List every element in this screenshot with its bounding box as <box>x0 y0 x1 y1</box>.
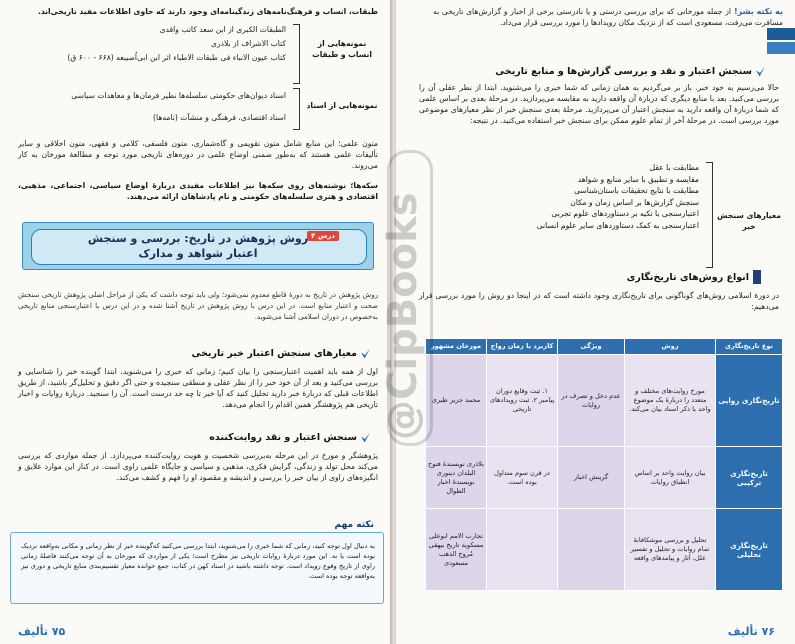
heading-icon <box>753 270 761 284</box>
group2-item: اسناد دیوان‌های حکومتی سلسله‌ها نظیر فرمان‌ها و معاهدات سیاسی <box>71 91 286 100</box>
narrator-paragraph: پژوهشگر و مورخ در این مرحله به‌بررسی شخصیت و هویت روایت‌کننده می‌پردازد. از جمله مواردی که بررسی می‌کند محل تولد و زندگی، گرایش فکری، مذهبی و سیاسی و جایگاه علمی راوی است. در کنار این موارد علایق و انگیزه‌های راوی از بیان خبر را بررسی و اندیشه و مقصود او را فهم و کشف می‌کند. <box>18 451 378 482</box>
heading-text: معیارهای سنجش اعتبار خبر تاریخی <box>191 348 357 359</box>
left-page <box>0 0 392 644</box>
group1-label: نمونه‌هایی از انساب و طبقات <box>312 39 372 59</box>
criteria-item: اعتبارسنجی به کمک دستاوردهای سایر علوم انسانی <box>536 220 699 230</box>
table-cell: محمد جریر طبری <box>426 355 487 447</box>
criteria-item: مقایسه و تطبیق با سایر منابع و شواهد <box>577 174 699 184</box>
table-cell: تاریخ‌نگاری روایی <box>716 355 783 447</box>
table-cell: بیان روایت واحد بر اساس انطباق روایات <box>625 447 716 509</box>
document-examples <box>13 86 378 132</box>
group1-item: کتاب الاشراف از بلاذری <box>211 39 286 48</box>
note-box <box>10 532 384 604</box>
note-text: به دنبال اول توجه کنید، زمانی که شما خبری را می‌شنوید، ابتدا بررسی می‌کنید که‌گوینده خبر از نظر زمانی و مکانی به‌واقعه نزدیک بوده است یا نه. این مورد دربارهٔ روایات تاریخی نیز مطرح است؛ یکی از مواردی که مورخان به آن توجه می‌کنند فاصلهٔ زمانی راوی از تاریخ وقوع رویداد است. توجه داشته باشید در اسناد کهن در کتاب، جمع خوانده معیار تقسیم‌بندی منابع تاریخی و دوری نیز به‌واقعه توجه بوده است. <box>21 542 375 580</box>
watermark: @CipBooks <box>380 192 426 440</box>
sources-paragraph: حالا می‌رسیم به خود خبر. باز بر می‌گردیم به همان زمانی که شما خبری را می‌شنوید. ابتدا از نظر عقلی آن را بررسی می‌کنید. بعد با منابع دیگری که دربارهٔ آن واقعه دارید به مقایسه می‌پردازید. در مرحلهٔ بعدی بر اساس علمی که شما دربارهٔ آن واقعه دارید به سنجش اعتبار آن می‌پردازید. مرحلهٔ بعدی سنجش خبر از نظر معیارهای موضوعی مورد بررسی است. در مرحلهٔ آخر از تمام علوم ممکن برای سنجش خبر استفاده می‌کنید. در نتیجه: <box>419 83 779 125</box>
table-header: مورخان مشهور <box>426 339 487 355</box>
lesson-intro: روش پژوهش در تاریخ به دورهٔ قاطع معدوم نمی‌شود؛ ولی باید توجه داشت که یکی از مراحل اصلی پژوهش تاریخی سنجش صحت و اعتبار منابع است. در این درس با روش پژوهش در تاریخ آشنا شده و در این درس با اعتبارسنجی منابع تاریخی به‌خصوص در دوران اسلامی آشنا می‌شوید. <box>18 291 378 321</box>
table-cell: تاریخ‌نگاری تحلیلی <box>716 509 783 591</box>
table-row <box>426 447 783 509</box>
table-row <box>426 355 783 447</box>
note-label: به نکته بشر! <box>734 7 783 16</box>
table-header-row <box>426 339 783 355</box>
criteria-item: مطابقت با نتایج تحقیقات باستان‌شناسی <box>574 186 699 195</box>
lesson-badge: درس ۴ <box>307 231 339 241</box>
table-header: نوع تاریخ‌نگاری <box>716 339 783 355</box>
group2-label: نمونه‌هایی از اسناد <box>306 101 378 110</box>
top-line: طبقات، انساب و فرهنگ‌نامه‌های زندگینامه‌ای وجود دارند که حاوی اطلاعات مفید تاریخی‌اند. <box>37 7 378 16</box>
bracket-line <box>293 88 300 130</box>
coins-paragraph: سکه‌ها؛ نوشته‌های روی سکه‌ها نیز اطلاعات مفیدی دربارهٔ اوضاع سیاسی، اجتماعی، مذهبی، اقتصادی و هنری سلسله‌های حکومتی و نام پادشاهان ارائه می‌دهند. <box>18 181 378 201</box>
group1-item: کتاب عیون الانباء فی طبقات الاطباء اثر ابن ابی‌اُصیبعه (۶۶۸ - ۶۰۰ ق) <box>67 53 286 62</box>
criteria-item: سنجش گزارش‌ها بر اساس زمان و مکان <box>570 197 699 207</box>
table-cell: تاریخ‌نگاری ترکیبی <box>716 447 783 509</box>
heading-icon <box>361 349 370 359</box>
table-cell: ۱. ثبت وقایع دوران پیامبر ۲. ثبت رویدادهای تاریخی <box>487 355 558 447</box>
masoudi-paragraph: از جمله مورخانی که برای بررسی درستی و یا نادرستی برخی از اخبار و گزارش‌های تاریخی به مسافرت می‌رفت، مسعودی است که از نزدیک مکان رویدادها را مورد بررسی قرار می‌داد. <box>433 7 783 27</box>
left-page-number: ۷۵ تألیف <box>18 625 66 638</box>
heading-text: سنجش اعتبار و نقد و بررسی گزارش‌ها و منابع تاریخی <box>495 66 752 77</box>
heading-icon <box>361 433 370 443</box>
table-header: ویژگی <box>558 339 625 355</box>
lesson-banner <box>22 222 374 270</box>
lesson-title-line2: اعتبار شواهد و مدارک <box>138 247 258 260</box>
scientific-texts-paragraph: متون علمی؛ این منابع شامل متون تقویمی و گاه‌شماری، متون فلسفی، کلامی و فقهی، متون اخلاقی و سایر تألیفات علمی هستند که به‌طور ضمنی اوضاع علمی در دوره‌های تاریخی مورد توجه و مطالعهٔ مورخان به کار می‌روند. <box>18 139 378 170</box>
table-cell: در قرن سوم متداول بوده است. <box>487 447 558 509</box>
table-header: کاربرد یا زمان رواج <box>487 339 558 355</box>
note-title: نکته مهم <box>331 520 378 530</box>
historiography-paragraph: در دورهٔ اسلامی روش‌های گوناگونی برای تاریخ‌نگاری وجود داشته است که در اینجا دو روش را مورد بررسی قرار می‌دهیم: <box>419 291 779 311</box>
table-cell: تحلیل و بررسی موشکافانهٔ تمام روایات و تحلیل و تفسیر علل، آثار و پیامدهای واقعه <box>625 509 716 591</box>
heading-text: سنجش اعتبار و نقد روایت‌کننده <box>209 432 357 443</box>
heading-sources <box>495 66 765 77</box>
table-cell: عدم دخل و تصرف در روایات <box>558 355 625 447</box>
criteria-bracket <box>706 162 713 268</box>
right-page <box>396 0 795 644</box>
heading-narrator <box>209 432 370 443</box>
lesson-title-line1: روش پژوهش در تاریخ: بررسی و سنجش <box>87 232 309 245</box>
criteria-paragraph: اول از همه باید اهمیت اعتبارسنجی را بیان کنیم؛ زمانی که خبری را می‌شنوید، ابتدا گوینده خبر را شناسایی و بررسی می‌کنید و بعد از آن خود خبر را از نظر عقلی و منطقی سنجیده و حتی اگر دقیق و تحلیل‌گر باشید، از طریق اطلاعات قبلی که دربارهٔ خبر دارید تحلیل کنید که آیا خبر تا چه حد درست است. آن را سنجید. دربارهٔ روایات و اخبار تاریخی هم پژوهشگر همین اقدام را انجام می‌دهد. <box>18 367 378 409</box>
side-tab <box>767 28 795 40</box>
criteria-item: مطابقت با عقل <box>649 163 699 172</box>
table-cell: تجارب الامم ابوعلی مسکویه تاریخ بیهقی مُروج الذهب مسعودی <box>426 509 487 591</box>
heading-historiography <box>627 270 761 284</box>
lineage-examples <box>13 20 378 90</box>
heading-text: انواع روش‌های تاریخ‌نگاری <box>626 271 749 283</box>
heading-criteria <box>191 348 370 359</box>
group1-item: الطبقات الکبری از ابن سعد کاتب واقدی <box>159 25 286 34</box>
group2-item: اسناد اقتصادی، فرهنگی و منشآت (نامه‌ها) <box>153 113 286 122</box>
table-cell: گزینش اخبار <box>558 447 625 509</box>
historiography-table <box>425 338 783 591</box>
table-cell <box>487 509 558 591</box>
criteria-item: اعتبارسنجی با تکیه بر دستاوردهای علوم تجربی <box>551 209 699 218</box>
heading-icon <box>756 67 765 77</box>
table-header: روش <box>625 339 716 355</box>
table-cell: بلاذری نویسندهٔ فتوح البلدان دینوری نویسندهٔ اخبار الطوال <box>426 447 487 509</box>
criteria-list <box>469 162 699 231</box>
side-tab <box>767 42 795 54</box>
bracket-line <box>293 24 300 84</box>
table-row <box>426 509 783 591</box>
table-cell <box>558 509 625 591</box>
criteria-label: معیارهای سنجش خبر <box>717 211 781 231</box>
table-cell: مورخ روایت‌های مختلف و متعدد را دربارهٔ یک موضوع واحد با ذکر اسناد بیان می‌کند. <box>625 355 716 447</box>
right-page-number: ۷۶ تألیف <box>727 625 775 638</box>
